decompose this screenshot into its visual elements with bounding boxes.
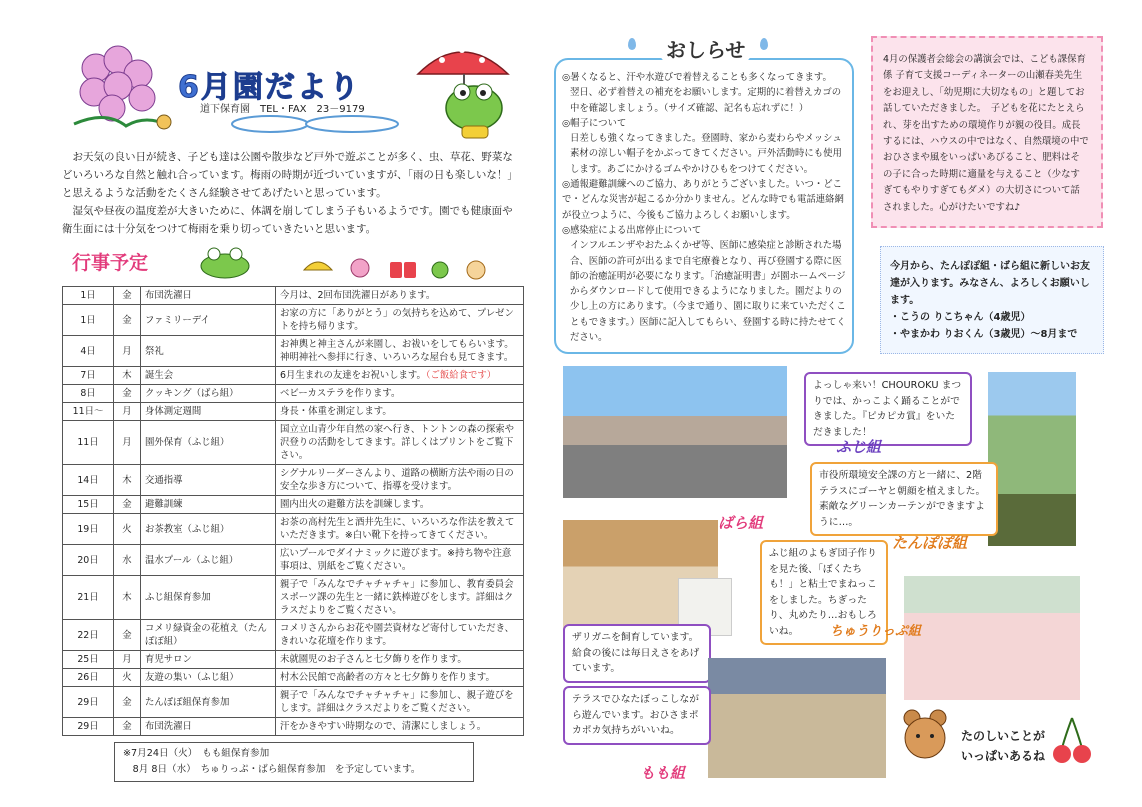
event-description xyxy=(276,669,524,687)
fun-message xyxy=(938,726,1068,766)
event-weekday: 金 xyxy=(114,305,141,336)
event-description xyxy=(276,305,524,336)
event-description xyxy=(276,496,524,514)
event-day: 22日 xyxy=(63,620,114,651)
frog-decoration xyxy=(196,244,254,280)
event-row xyxy=(63,305,524,336)
event-description xyxy=(276,385,524,403)
event-description-text: 園内出火の避難方法を訓練します。 xyxy=(280,499,430,510)
events-heading: 行事予定 xyxy=(72,252,149,274)
notice-title: おしらせ xyxy=(660,34,751,63)
event-day: 7日 xyxy=(63,367,114,385)
event-name: ファミリーデイ xyxy=(141,305,276,336)
event-name: 園外保育（ふじ組） xyxy=(141,421,276,465)
events-table xyxy=(62,286,524,736)
event-name: ふじ組保育参加 xyxy=(141,576,276,620)
new-friend-item: ・やまかわ りおくん（3歳児）～8月まで xyxy=(890,329,1078,340)
event-description-text: 親子で「みんなでチャチャチャ」に参加し、親子遊びをします。詳細はクラスだよりをご覧ください。 xyxy=(280,690,514,714)
event-name: 布団洗濯日 xyxy=(141,718,276,736)
event-row xyxy=(63,403,524,421)
event-description xyxy=(276,367,524,385)
event-name: 祭礼 xyxy=(141,336,276,367)
event-day: 4日 xyxy=(63,336,114,367)
new-friends-message: 今月から、たんぽぽ組・ばら組に新しいお友達が入ります。みなさん、よろしくお願いします。 xyxy=(890,261,1090,306)
event-description-text: 身長・体重を測定します。 xyxy=(280,406,392,417)
event-description xyxy=(276,718,524,736)
event-row xyxy=(63,514,524,545)
event-row xyxy=(63,669,524,687)
event-description-text: お茶の高村先生と酒井先生に、いろいろな作法を教えていただきます。※白い靴下を持ってきてください。 xyxy=(280,517,515,541)
event-weekday: 月 xyxy=(114,336,141,367)
notice-item: ◎暑くなると、汗や水遊びで着替えることも多くなってきます。 xyxy=(562,72,832,83)
event-description-text: ベビーカステラを作ります。 xyxy=(280,388,401,399)
event-row xyxy=(63,367,524,385)
notice-item: 日差しも強くなってきました。登園時、家から麦わらやメッシュ素材の涼しい帽子をかぶってきてください。戸外活動時にも使用します。あごにかけるゴムやかけひもをつけてください。 xyxy=(570,133,842,175)
terrace-planting-photo xyxy=(988,372,1076,546)
churippu-caption: ふじ組のよもぎ団子作りを見た後、「ぼくたちも！」と粘土でまねっこをしました。ちぎったり、丸めたり…おもしろいね。 xyxy=(760,540,888,645)
event-day: 15日 xyxy=(63,496,114,514)
event-name: 温水プール（ふじ組） xyxy=(141,545,276,576)
event-day: 1日 xyxy=(63,305,114,336)
event-description xyxy=(276,403,524,421)
event-description-text: 国立立山青少年自然の家へ行き、トントンの森の探索や沢登りの活動をしてきます。詳しくはプリントをご覧下さい。 xyxy=(280,424,515,461)
notice-item: ◎通報避難訓練へのご協力、ありがとうございました。いつ・どこで・どんな災害が起こるか分かりません。どんな時でも電話連絡網が役立つように、今後もご協力よろしくお願いします。 xyxy=(562,179,844,221)
event-weekday: 金 xyxy=(114,718,141,736)
event-weekday: 金 xyxy=(114,620,141,651)
event-weekday: 火 xyxy=(114,514,141,545)
new-friend-item: ・こうの りこちゃん（4歳児） xyxy=(890,312,1031,323)
event-description xyxy=(276,514,524,545)
rain-puddles xyxy=(230,106,410,136)
notice-item: ◎帽子について xyxy=(562,117,627,129)
event-day: 26日 xyxy=(63,669,114,687)
churippu-label: ちゅうりっぷ組 xyxy=(830,624,922,639)
event-description xyxy=(276,336,524,367)
tanpopo-label: たんぽぽ組 xyxy=(892,534,968,552)
event-day: 29日 xyxy=(63,687,114,718)
event-description-text: 6月生まれの友達をお祝いします。 xyxy=(280,370,426,381)
intro-text xyxy=(62,148,522,238)
event-row xyxy=(63,718,524,736)
event-day: 20日 xyxy=(63,545,114,576)
event-row xyxy=(63,651,524,669)
intro-paragraph: 湿気や昼夜の温度差が大きいために、体調を崩してしまう子もいるようです。園でも健康面や衛生面には十分気をつけて梅雨を乗り切っていきたいと思います。 xyxy=(62,205,513,235)
event-description xyxy=(276,465,524,496)
event-weekday: 金 xyxy=(114,496,141,514)
event-row xyxy=(63,465,524,496)
notice-item: インフルエンザやおたふくかぜ等、医師に感染症と診断された場合、医師の許可が出るまで自宅療養となり、再び登園する際に医師の治癒証明が必要になります。「治癒証明書」が園ホームページからダウンロードして使用できるようになりました。園だよりの少し上の方にあります。（今まで通り、園に取りに来ていただくこともできます。）医師に記入してもらい、登園する時に持たせてください。 xyxy=(570,240,846,344)
event-day: 11日 xyxy=(63,421,114,465)
event-row xyxy=(63,336,524,367)
event-name: 誕生会 xyxy=(141,367,276,385)
fuji-label: ふじ組 xyxy=(836,438,882,456)
event-description-text: お家の方に「ありがとう」の気持ちを込めて、プレゼントを持ち帰ります。 xyxy=(280,308,514,332)
event-name: 交通指導 xyxy=(141,465,276,496)
hydrangea-illustration xyxy=(66,40,178,136)
footnote-line: 8月 8日（水） ちゅりっぷ・ばら組保育参加 を予定しています。 xyxy=(123,764,421,775)
event-name: 布団洗濯日 xyxy=(141,287,276,305)
frog-umbrella-illustration xyxy=(412,30,522,142)
event-description-text: 汗をかきやすい時期なので、清潔にしましょう。 xyxy=(280,721,487,732)
fun-line: いっぱいあるね xyxy=(960,749,1045,763)
event-description xyxy=(276,576,524,620)
event-weekday: 金 xyxy=(114,385,141,403)
raindrop-icon xyxy=(628,38,636,50)
nursery-contact: 道下保育園 TEL・FAX 23－9179 xyxy=(200,104,365,115)
event-weekday: 金 xyxy=(114,287,141,305)
event-description-text: 今月は、2回布団洗濯日があります。 xyxy=(280,290,436,301)
event-day: 21日 xyxy=(63,576,114,620)
event-description-text: 親子で「みんなでチャチャチャ」に参加し、教育委員会スポーツ課の先生と一緒に鉄棒遊びをします。詳細はクラスだよりをご覧ください。 xyxy=(280,579,514,616)
event-name: 友遊の集い（ふじ組） xyxy=(141,669,276,687)
event-weekday: 月 xyxy=(114,403,141,421)
event-weekday: 木 xyxy=(114,576,141,620)
event-day: 19日 xyxy=(63,514,114,545)
newsletter-title: 6月園だより xyxy=(178,70,361,105)
event-row xyxy=(63,421,524,465)
event-name: 避難訓練 xyxy=(141,496,276,514)
rainy-day-icons xyxy=(300,254,510,284)
fuji-caption: よっしゃ来い！CHOUROKU まつりでは、かっこよく踊ることができました。『ピカピカ賞』をいただきました！ xyxy=(804,372,972,446)
event-row xyxy=(63,576,524,620)
new-friends-text xyxy=(890,258,1096,343)
raindrop-icon xyxy=(760,38,768,50)
notice-item: ◎感染症による出席停止について xyxy=(562,224,702,236)
event-day: 25日 xyxy=(63,651,114,669)
event-description-text: シグナルリーダーさんより、道路の横断方法や雨の日の安全な歩き方について、指導を受けます。 xyxy=(280,468,514,492)
bara-caption: ザリガニを飼育しています。給食の後には毎日えさをあげています。 xyxy=(563,624,711,683)
event-name: お茶教室（ふじ組） xyxy=(141,514,276,545)
event-row xyxy=(63,287,524,305)
event-name: 育児サロン xyxy=(141,651,276,669)
event-description-text: 広いプールでダイナミックに遊びます。※持ち物や注意事項は、別紙をご覧ください。 xyxy=(280,548,512,572)
event-description xyxy=(276,687,524,718)
event-description-text: 未就園児のお子さんと七夕飾りを作ります。 xyxy=(280,654,467,665)
festival-photo xyxy=(563,366,787,498)
event-day: 8日 xyxy=(63,385,114,403)
events-footnote xyxy=(114,742,474,782)
event-row xyxy=(63,385,524,403)
event-description xyxy=(276,287,524,305)
intro-paragraph: お天気の良い日が続き、子ども達は公園や散歩など戸外で遊ぶことが多く、虫、草花、野菜などいろいろな自然と触れ合っています。梅雨の時期が近づいていますが、「雨の日も楽しいな！」と思えるような活動をたくさん経験させてあげたいと思っています。 xyxy=(62,151,518,199)
event-day: 14日 xyxy=(63,465,114,496)
meeting-report: 4月の保護者会総会の講演会では、こども課保育係 子育て支援コーディネーターの山瀬春美先生をお迎えし、「幼児期に大切なもの」と題してお話していただきました。 子どもを花にたとえられ、芽を出すための環境作りが親の役目。成長するには、ハウスの中ではなく、自然環境の中でおひさまや風をいっぱいあびること、肥料はその子に合った時期に適量を与えること（少なすぎてもやりすぎてもダメ）の大切さについて話されました。心がけたいですね♪ xyxy=(883,54,1089,213)
bara-label: ばら組 xyxy=(718,514,764,532)
momo-label: もも組 xyxy=(640,764,686,782)
footnote-line: ※7月24日（火） もも組保育参加 xyxy=(123,748,270,759)
momo-caption: テラスでひなたぼっこしながら遊んでいます。おひさまポカポカ気持ちがいいね。 xyxy=(563,686,711,745)
event-name: クッキング（ばら組） xyxy=(141,385,276,403)
event-weekday: 火 xyxy=(114,669,141,687)
event-day: 1日 xyxy=(63,287,114,305)
event-weekday: 木 xyxy=(114,367,141,385)
terrace-play-photo xyxy=(708,658,886,778)
event-weekday: 木 xyxy=(114,465,141,496)
event-weekday: 月 xyxy=(114,651,141,669)
event-row xyxy=(63,620,524,651)
event-weekday: 金 xyxy=(114,687,141,718)
event-row xyxy=(63,496,524,514)
event-row xyxy=(63,687,524,718)
event-weekday: 月 xyxy=(114,421,141,465)
event-description-text: コメリさんからお花や園芸資材など寄付していただき、きれいな花壇を作ります。 xyxy=(280,623,515,647)
event-description-text: 村木公民館で高齢者の方々と七夕飾りを作ります。 xyxy=(280,672,495,683)
notice-item: 翌日、必ず着替えの補充をお願いします。定期的に着替えカゴの中を確認しましょう。（サイズ確認、記名も忘れずに！） xyxy=(570,87,842,114)
event-weekday: 水 xyxy=(114,545,141,576)
fun-line: たのしいことが xyxy=(960,729,1045,743)
event-description xyxy=(276,545,524,576)
event-name: コメリ緑資金の花植え（たんぽぽ組） xyxy=(141,620,276,651)
tanpopo-caption: 市役所環境安全課の方と一緒に、2階テラスにゴーヤと朝顔を植えました。素敵なグリーンカーテンができますように…。 xyxy=(810,462,998,536)
event-row xyxy=(63,545,524,576)
event-name: たんぽぽ組保育参加 xyxy=(141,687,276,718)
event-name: 身体測定週間 xyxy=(141,403,276,421)
event-description-text: お神輿と神主さんが来園し、お祓いをしてもらいます。神明神社へ参拝に行き、いろいろな屋台も見てきます。 xyxy=(280,339,514,363)
event-description xyxy=(276,421,524,465)
event-day: 11日～ xyxy=(63,403,114,421)
event-description xyxy=(276,651,524,669)
event-description xyxy=(276,620,524,651)
notice-body xyxy=(562,70,846,345)
clay-play-photo xyxy=(904,576,1080,700)
event-day: 29日 xyxy=(63,718,114,736)
event-note: （ご飯給食です） xyxy=(425,370,497,381)
